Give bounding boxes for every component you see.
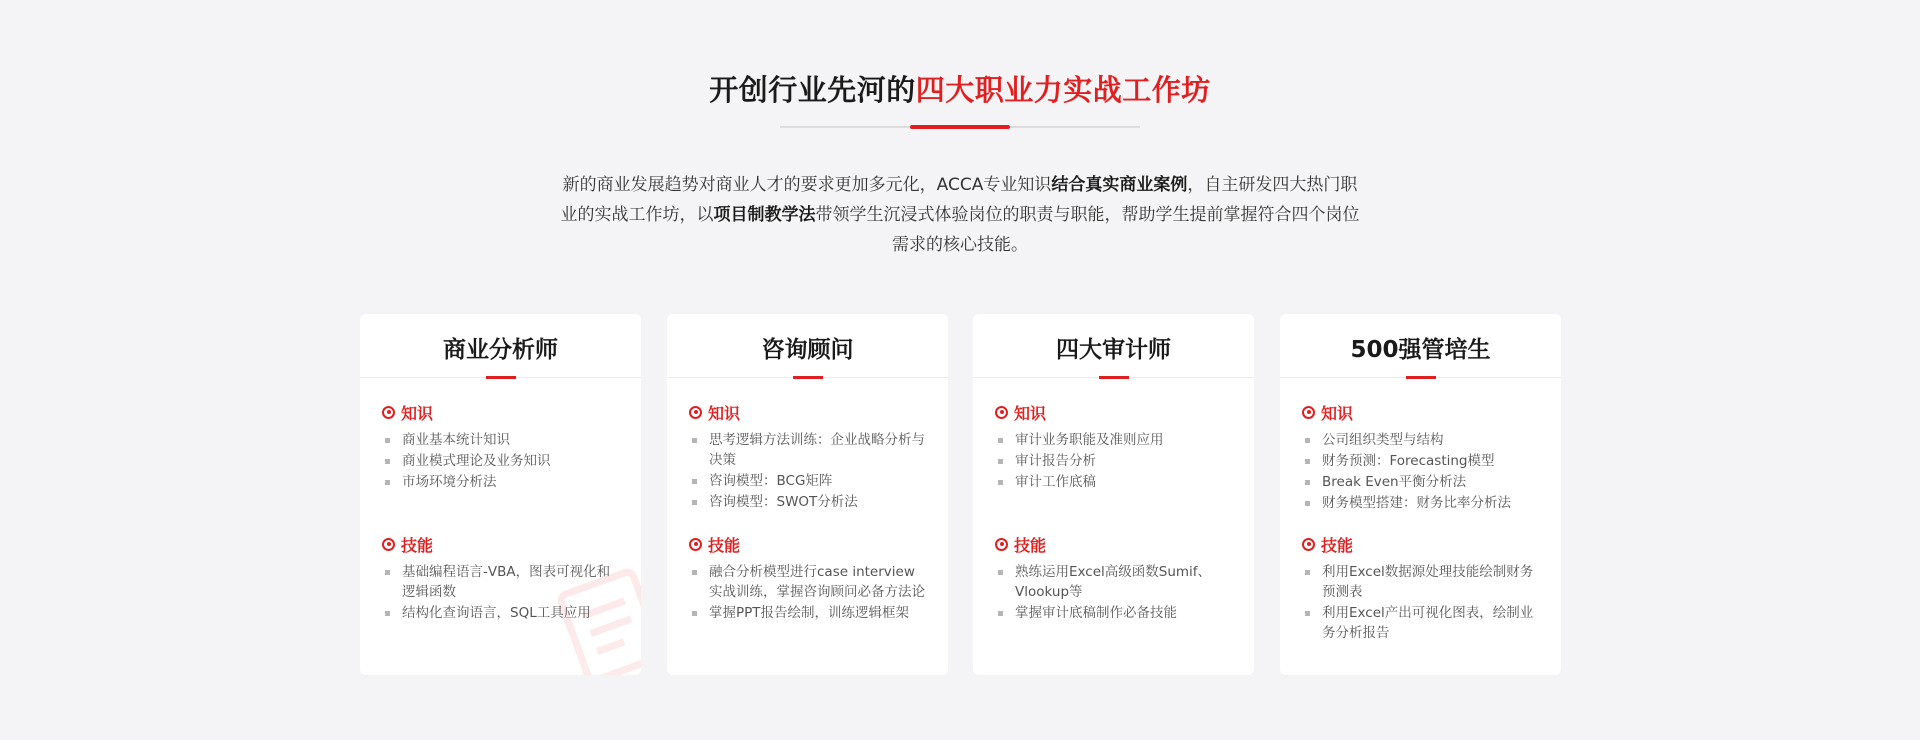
knowledge-section — [973, 400, 1254, 492]
card-title-underline — [486, 376, 516, 379]
card-title-underline — [1099, 376, 1129, 379]
skills-section — [1280, 532, 1561, 644]
card-header — [1280, 314, 1561, 378]
list-item: 结构化查询语言，SQL工具应用 — [382, 603, 619, 623]
knowledge-section — [360, 400, 641, 492]
list-item: 公司组织类型与结构 — [1302, 430, 1539, 450]
skills-label: 技能 — [1014, 535, 1047, 555]
knowledge-section — [667, 400, 948, 512]
list-item: 咨询模型：SWOT分析法 — [689, 492, 926, 512]
card-header — [973, 314, 1254, 378]
knowledge-label: 知识 — [1321, 403, 1354, 423]
list-item: 商业模式理论及业务知识 — [382, 451, 619, 471]
intro-bold-1: 结合真实商业案例 — [1051, 175, 1188, 195]
card-header — [667, 314, 948, 378]
card-consultant — [667, 314, 948, 675]
title-plain: 开创行业先河的 — [709, 73, 916, 107]
intro-text-1: 新的商业发展趋势对商业人才的要求更加多元化，ACCA专业知识 — [562, 175, 1052, 195]
card-title: 四大审计师 — [1056, 337, 1171, 363]
skills-label: 技能 — [708, 535, 741, 555]
intro-text-3: 带领学生沉浸式体验岗位的职责与职能，帮助学生提前掌握符合四个岗位需求的核心技能。 — [815, 205, 1360, 255]
skills-section — [360, 532, 641, 624]
card-business-analyst — [360, 314, 641, 675]
target-dot-icon — [689, 406, 702, 419]
list-item: 熟练运用Excel高级函数Sumif、Vlookup等 — [995, 562, 1232, 602]
card-title-underline — [1406, 376, 1436, 379]
knowledge-label: 知识 — [401, 403, 434, 423]
page-title — [0, 68, 1920, 109]
list-item: 审计业务职能及准则应用 — [995, 430, 1232, 450]
list-item: 基础编程语言-VBA，图表可视化和逻辑函数 — [382, 562, 619, 602]
target-dot-icon — [1302, 406, 1315, 419]
list-item: 审计报告分析 — [995, 451, 1232, 471]
list-item: 市场环境分析法 — [382, 472, 619, 492]
list-item: 审计工作底稿 — [995, 472, 1232, 492]
intro-paragraph — [555, 170, 1365, 260]
list-item: 咨询模型：BCG矩阵 — [689, 471, 926, 491]
list-item: 思考逻辑方法训练：企业战略分析与决策 — [689, 430, 926, 470]
skills-section — [667, 532, 948, 624]
list-item: 商业基本统计知识 — [382, 430, 619, 450]
target-dot-icon — [689, 538, 702, 551]
target-dot-icon — [382, 406, 395, 419]
list-item: 财务模型搭建：财务比率分析法 — [1302, 493, 1539, 513]
list-item: 掌握PPT报告绘制，训练逻辑框架 — [689, 603, 926, 623]
card-title: 500强管培生 — [1350, 337, 1491, 363]
card-management-trainee — [1280, 314, 1561, 675]
knowledge-section — [1280, 400, 1561, 513]
target-dot-icon — [995, 406, 1008, 419]
list-item: 财务预测：Forecasting模型 — [1302, 451, 1539, 471]
card-big4-auditor — [973, 314, 1254, 675]
intro-bold-2: 项目制教学法 — [713, 205, 816, 225]
card-title: 商业分析师 — [443, 337, 558, 363]
skills-label: 技能 — [1321, 535, 1354, 555]
list-item: 掌握审计底稿制作必备技能 — [995, 603, 1232, 623]
card-header — [360, 314, 641, 378]
target-dot-icon — [1302, 538, 1315, 551]
knowledge-label: 知识 — [1014, 403, 1047, 423]
target-dot-icon — [995, 538, 1008, 551]
target-dot-icon — [382, 538, 395, 551]
list-item: 利用Excel产出可视化图表，绘制业务分析报告 — [1302, 603, 1539, 643]
intro-text-2: ，自主研发四大热门职业的实战工作坊，以 — [560, 175, 1358, 225]
card-title-underline — [793, 376, 823, 379]
title-accent: 四大职业力实战工作坊 — [915, 73, 1211, 107]
knowledge-label: 知识 — [708, 403, 741, 423]
list-item: 利用Excel数据源处理技能绘制财务预测表 — [1302, 562, 1539, 602]
skills-label: 技能 — [401, 535, 434, 555]
card-title: 咨询顾问 — [761, 337, 854, 363]
list-item: 融合分析模型进行case interview实战训练，掌握咨询顾问必备方法论 — [689, 562, 926, 602]
skills-section — [973, 532, 1254, 624]
title-divider-accent — [910, 125, 1010, 129]
list-item: Break Even平衡分析法 — [1302, 472, 1539, 492]
